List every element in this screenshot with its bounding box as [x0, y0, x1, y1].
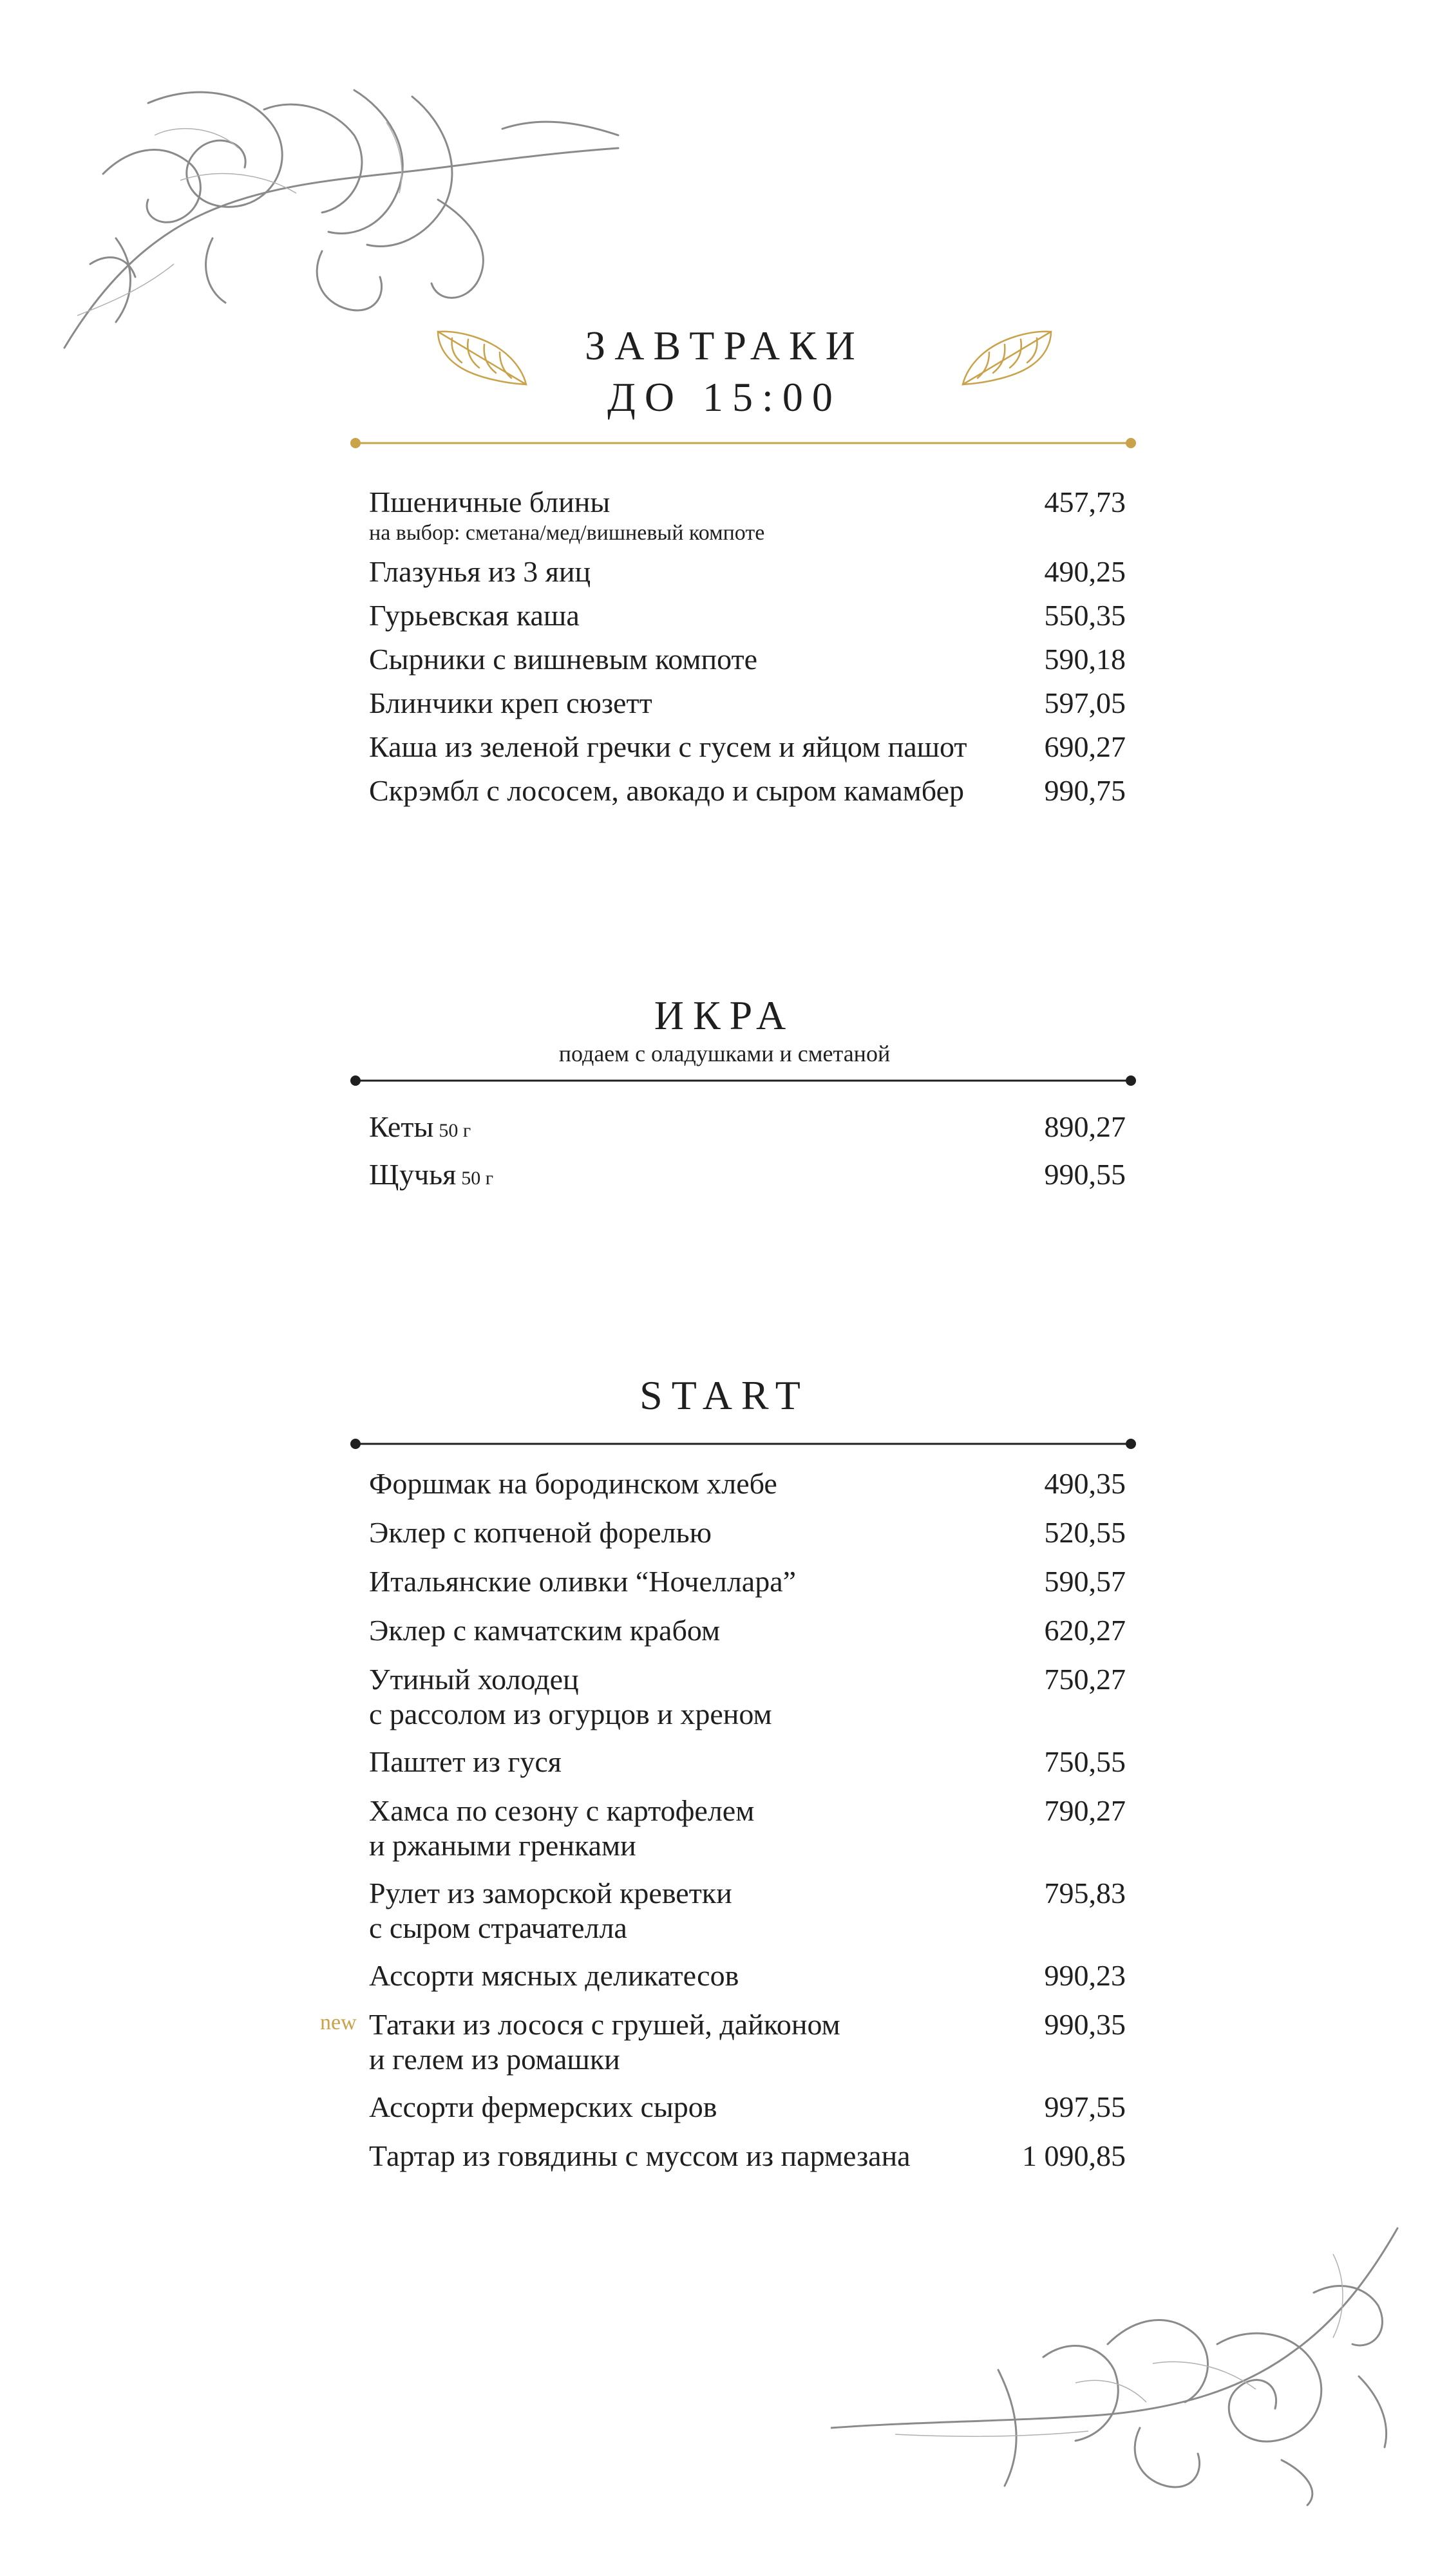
menu-item [369, 773, 1126, 809]
menu-item-name: Скрэмбл с лососем, авокадо и сыром камамбер [369, 774, 964, 807]
menu-item-price: 590,57 [1044, 1565, 1126, 1598]
menu-item [369, 2089, 1126, 2125]
menu-item [369, 641, 1126, 677]
breakfast-divider [348, 435, 1139, 451]
menu-item [369, 1157, 1126, 1197]
menu-item-name-continued: и гелем из ромашки [369, 2043, 620, 2076]
menu-item-name-line [369, 1613, 1126, 1649]
new-badge: new [320, 2011, 357, 2034]
menu-item-price: 490,25 [1044, 555, 1126, 588]
menu-item-price: 490,35 [1044, 1467, 1126, 1500]
menu-item-name-line [369, 1744, 1126, 1780]
menu-item [369, 2138, 1126, 2174]
menu-item-name: Эклер с камчатским крабом [369, 1614, 721, 1647]
menu-item-price: 550,35 [1044, 599, 1126, 632]
menu-item-weight: 50 г [439, 1120, 471, 1141]
menu-item-price: 750,55 [1044, 1745, 1126, 1778]
menu-item [320, 2007, 1126, 2076]
menu-item-name-line [369, 729, 1126, 765]
menu-item-price: 990,35 [1044, 2008, 1126, 2041]
menu-item-name-line [369, 1793, 1126, 1829]
menu-item-description: на выбор: сметана/мед/вишневый компоте [369, 521, 765, 545]
menu-item [369, 1793, 1126, 1862]
menu-item-price: 590,18 [1044, 643, 1126, 676]
menu-item-weight: 50 г [461, 1168, 494, 1189]
menu-item-name-line [369, 598, 1126, 634]
menu-item-price: 790,27 [1044, 1794, 1126, 1827]
menu-item-name: Глазунья из 3 яиц [369, 555, 591, 588]
menu-item-price: 457,73 [1044, 486, 1126, 518]
top-ornament-icon [52, 71, 631, 361]
menu-item-name: Гурьевская каша [369, 599, 580, 632]
menu-item-name-line [369, 2089, 1126, 2125]
menu-item-price: 620,27 [1044, 1614, 1126, 1647]
menu-item-name: Тартар из говядины с муссом из пармезана [369, 2139, 911, 2172]
menu-item-name: Сырники с вишневым компоте [369, 643, 758, 676]
menu-item [369, 1662, 1126, 1731]
menu-item [369, 598, 1126, 634]
menu-item-name: Ассорти мясных деликатесов [369, 1959, 739, 1992]
caviar-subtitle: подаем с оладушками и сметаной [558, 1041, 891, 1066]
caviar-divider [348, 1073, 1139, 1088]
menu-item [369, 484, 1126, 546]
menu-item-name: Хамса по сезону с картофелем [369, 1794, 755, 1827]
menu-item-price: 750,27 [1044, 1663, 1126, 1696]
menu-item-name-line [369, 554, 1126, 590]
menu-item [369, 1564, 1126, 1600]
menu-item-price: 597,05 [1044, 687, 1126, 719]
menu-item-name-continued: и ржаными гренками [369, 1829, 636, 1862]
menu-item-name: Пшеничные блины [369, 486, 611, 518]
start-menu-list [320, 1466, 1126, 2187]
menu-item-name-continued: с рассолом из огурцов и хреном [369, 1698, 772, 1730]
menu-item-name-line [369, 1875, 1126, 1911]
menu-item-name-line [369, 1109, 1126, 1149]
menu-item-price: 997,55 [1044, 2090, 1126, 2123]
menu-item-name: Эклер с копченой форелью [369, 1516, 712, 1549]
menu-item-name: Утиный холодец [369, 1663, 579, 1696]
menu-item-name-continued: с сыром страчателла [369, 1911, 627, 1944]
menu-item-price: 990,75 [1044, 774, 1126, 807]
menu-item-name: Кеты [369, 1110, 434, 1143]
menu-item-price: 520,55 [1044, 1516, 1126, 1549]
menu-item [369, 1515, 1126, 1551]
breakfast-title: ЗАВТРАКИ [585, 323, 864, 368]
menu-item-name: Щучья [369, 1158, 457, 1191]
menu-item [369, 554, 1126, 590]
menu-item-price: 990,55 [1044, 1158, 1126, 1191]
menu-item-name-line [369, 1564, 1126, 1600]
menu-item [369, 1958, 1126, 1994]
start-title: START [639, 1372, 810, 1418]
menu-item-name: Каша из зеленой гречки с гусем и яйцом пашот [369, 730, 967, 763]
menu-item-price: 690,27 [1044, 730, 1126, 763]
menu-item-name-line [369, 1958, 1126, 1994]
menu-item [369, 1744, 1126, 1780]
menu-item-price: 1 090,85 [1022, 2139, 1126, 2172]
menu-item [369, 1109, 1126, 1149]
caviar-menu-list [369, 1109, 1126, 1204]
menu-item-name: Паштет из гуся [369, 1745, 562, 1778]
menu-item-name-line [369, 2007, 1126, 2043]
menu-item [369, 1613, 1126, 1649]
menu-item-name: Блинчики креп сюзетт [369, 687, 652, 719]
menu-item-price: 990,23 [1044, 1959, 1126, 1992]
menu-item-name: Форшмак на бородинском хлебе [369, 1467, 777, 1500]
caviar-title: ИКРА [654, 992, 795, 1038]
start-divider [348, 1436, 1139, 1452]
menu-item-name: Ассорти фермерских сыров [369, 2090, 717, 2123]
menu-item-name-line [369, 1515, 1126, 1551]
menu-item-price: 795,83 [1044, 1877, 1126, 1909]
menu-item-name-line [369, 1466, 1126, 1502]
menu-item-price: 890,27 [1044, 1110, 1126, 1143]
menu-item-name-line [369, 641, 1126, 677]
menu-item-name-line [369, 1662, 1126, 1698]
menu-item-name-line [369, 1157, 1126, 1197]
menu-item-name-line [369, 685, 1126, 721]
menu-item-name: Рулет из заморской креветки [369, 1877, 732, 1909]
menu-item-name-line [369, 773, 1126, 809]
menu-item [369, 1466, 1126, 1502]
menu-item-name-line [369, 484, 1126, 520]
menu-item [369, 729, 1126, 765]
menu-item-name: Итальянские оливки “Ночеллара” [369, 1565, 797, 1598]
menu-item-name-line [369, 2138, 1126, 2174]
breakfast-hours: ДО 15:00 [607, 374, 842, 420]
menu-item [369, 1875, 1126, 1945]
breakfast-menu-list [369, 484, 1126, 817]
menu-item [369, 685, 1126, 721]
bottom-ornament-icon [831, 2215, 1410, 2512]
menu-item-name: Татаки из лосося с грушей, дайконом [369, 2008, 840, 2041]
